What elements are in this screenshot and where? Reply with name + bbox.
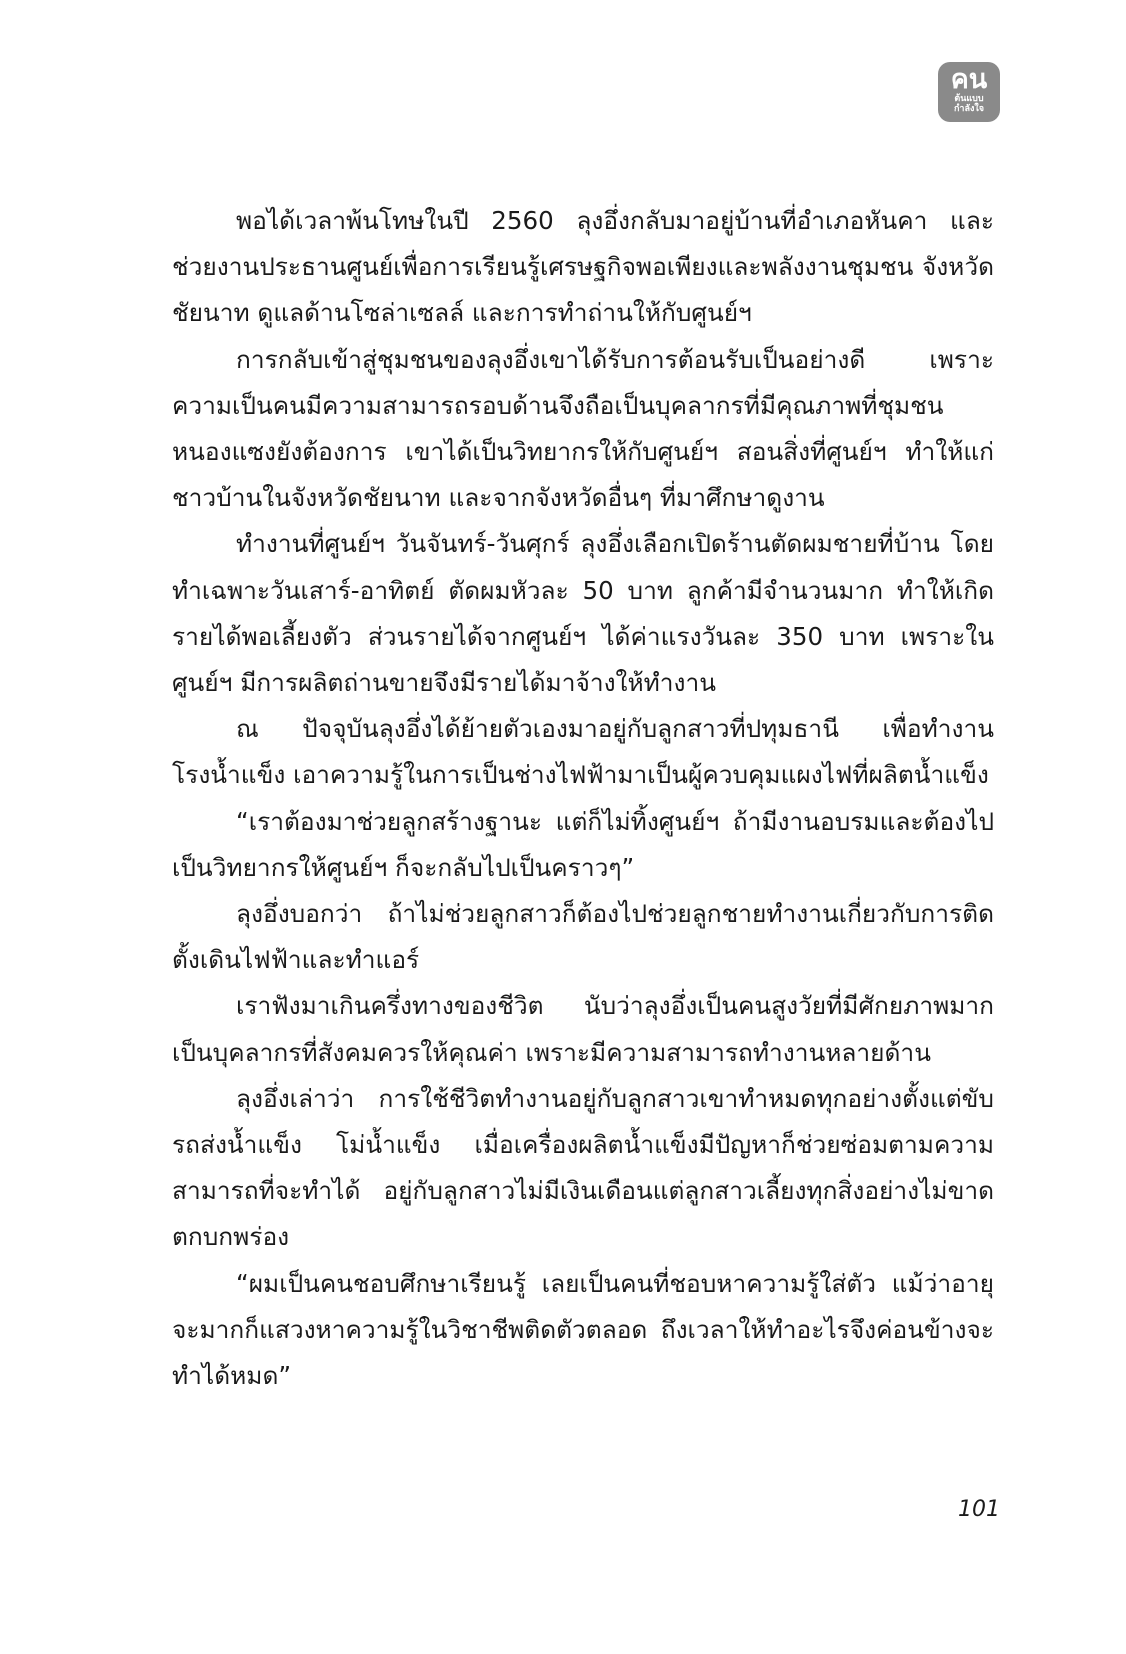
quote-paragraph: “ผมเป็นคนชอบศึกษาเรียนรู้ เลยเป็นคนที่ชอบหาความรู้ใส่ตัว แม้ว่าอายุจะมากก็แสวงหาความรู้ในวิชาชีพติดตัวตลอด ถึงเวลาให้ทำอะไรจึงค่อนข้างจะทำได้หมด”: [172, 1268, 994, 1391]
paragraph: ณ ปัจจุบันลุงอึ่งได้ย้ายตัวเองมาอยู่กับลูกสาวที่ปทุมธานี เพื่อทำงานโรงน้ำแข็ง เอาความรู้ในการเป็นช่างไฟฟ้ามาเป็นผู้ควบคุมแผงไฟที่ผลิตน้ำแข็ง: [172, 714, 994, 790]
logo-main-text: คน: [950, 64, 988, 95]
paragraph: การกลับเข้าสู่ชุมชนของลุงอึ่งเขาได้รับการต้อนรับเป็นอย่างดี เพราะความเป็นคนมีความสามารถรอบด้านจึงถือเป็นบุคลากรที่มีคุณภาพที่ชุมชนหนองแซงยังต้องการ เขาได้เป็นวิทยากรให้กับศูนย์ฯ สอนสิ่งที่ศูนย์ฯ ทำให้แก่ชาวบ้านในจังหวัดชัยนาท และจากจังหวัดอื่นๆ ที่มาศึกษาดูงาน: [172, 344, 994, 513]
quote-paragraph: “เราต้องมาช่วยลูกสร้างฐานะ แต่ก็ไม่ทิ้งศูนย์ฯ ถ้ามีงานอบรมและต้องไปเป็นวิทยากรให้ศูนย์ฯ ก็จะกลับไปเป็นคราวๆ”: [172, 806, 994, 882]
logo-sub-text-1: ต้นแบบ: [954, 94, 984, 104]
paragraph: ทำงานที่ศูนย์ฯ วันจันทร์-วันศุกร์ ลุงอึ่งเลือกเปิดร้านตัดผมชายที่บ้าน โดยทำเฉพาะวันเสาร์-อาทิตย์ ตัดผมหัวละ 50 บาท ลูกค้ามีจำนวนมาก ทำให้เกิดรายได้พอเลี้ยงตัว ส่วนรายได้จากศูนย์ฯ ได้ค่าแรงวันละ 350 บาท เพราะในศูนย์ฯ มีการผลิตถ่านขายจึงมีรายได้มาจ้างให้ทำงาน: [172, 529, 994, 698]
paragraph: เราฟังมาเกินครึ่งทางของชีวิต นับว่าลุงอึ่งเป็นคนสูงวัยที่มีศักยภาพมาก เป็นบุคลากรที่สังคมควรให้คุณค่า เพราะมีความสามารถทำงานหลายด้าน: [172, 991, 994, 1067]
book-series-logo: [938, 62, 1000, 122]
body-text: [172, 198, 994, 1399]
page-number: 101: [958, 1497, 1000, 1522]
paragraph: ลุงอึ่งบอกว่า ถ้าไม่ช่วยลูกสาวก็ต้องไปช่วยลูกชายทำงานเกี่ยวกับการติดตั้งเดินไฟฟ้าและทำแอร์: [172, 899, 994, 975]
logo-sub-text-2: กำลังใจ: [953, 104, 985, 114]
paragraph: พอได้เวลาพ้นโทษในปี 2560 ลุงอึ่งกลับมาอยู่บ้านที่อำเภอหันคา และช่วยงานประธานศูนย์เพื่อการเรียนรู้เศรษฐกิจพอเพียงและพลังงานชุมชน จังหวัดชัยนาท ดูแลด้านโซล่าเซลล์ และการทำถ่านให้กับศูนย์ฯ: [172, 206, 994, 328]
paragraph: ลุงอึ่งเล่าว่า การใช้ชีวิตทำงานอยู่กับลูกสาวเขาทำหมดทุกอย่างตั้งแต่ขับรถส่งน้ำแข็ง โม่น้ำแข็ง เมื่อเครื่องผลิตน้ำแข็งมีปัญหาก็ช่วยซ่อมตามความสามารถที่จะทำได้ อยู่กับลูกสาวไม่มีเงินเดือนแต่ลูกสาวเลี้ยงทุกสิ่งอย่างไม่ขาดตกบกพร่อง: [172, 1083, 994, 1252]
